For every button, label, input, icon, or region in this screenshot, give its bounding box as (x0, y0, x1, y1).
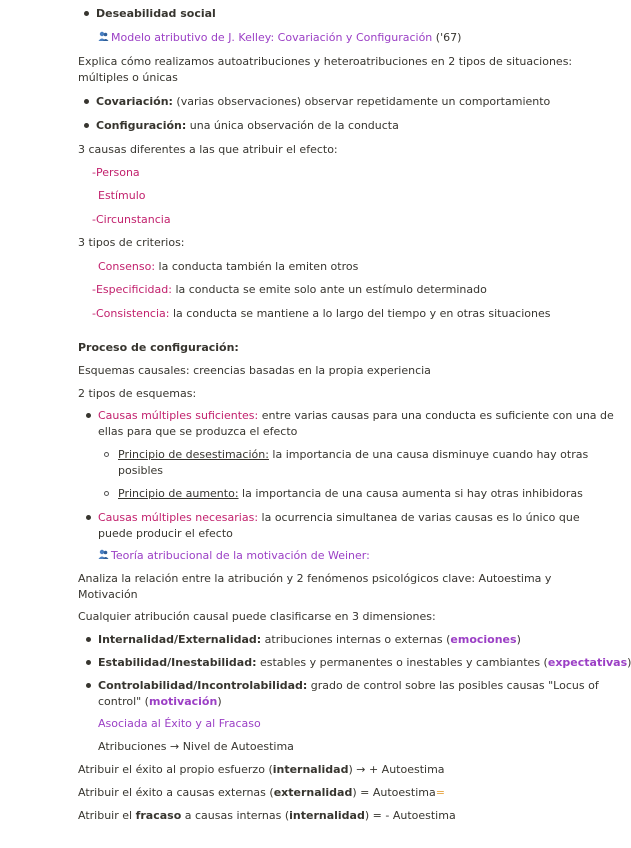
kelley-heading (98, 30, 461, 45)
exito-ext-a: Atribuir el éxito a causas externas ( (78, 786, 274, 799)
control-desc: grado de control sobre las posibles causas "Locus of (307, 679, 599, 692)
exito-propio (78, 762, 445, 777)
bullet-icon (84, 11, 89, 16)
consistencia-term: -Consistencia: (92, 307, 170, 320)
exito-propio-b: internalidad (272, 763, 349, 776)
bullet-icon (84, 99, 89, 104)
exito-ext-c: ) = Autoestima (352, 786, 436, 799)
desestimacion-desc: la importancia de una causa disminuye cuando hay otras (268, 448, 589, 461)
criterio-consistencia (92, 306, 550, 321)
desestimacion-line-2: posibles (118, 464, 164, 477)
bullet-icon (86, 660, 91, 665)
circle-bullet-icon (104, 491, 109, 496)
consenso-desc: la conducta también la emiten otros (155, 260, 359, 273)
desestimacion-line-1 (118, 447, 588, 462)
kelley-link[interactable]: Modelo atributivo de J. Kelley: Covariación y Configuración (111, 31, 433, 44)
dimensiones-intro: Cualquier atribución causal puede clasificarse en 3 dimensiones: (78, 610, 436, 623)
estabilidad-close: ) (627, 656, 631, 669)
fracaso-a: Atribuir el (78, 809, 136, 822)
suficientes-term: Causas múltiples suficientes: (98, 409, 259, 422)
asociada-exito-fracaso: Asociada al Éxito y al Fracaso (98, 717, 261, 730)
suficientes-line-1 (98, 408, 614, 423)
proceso-heading: Proceso de configuración: (78, 341, 239, 354)
control-line-2 (98, 694, 222, 709)
configuracion-desc: una única observación de la conducta (186, 119, 399, 132)
criterios-intro: 3 tipos de criterios: (78, 236, 185, 249)
control-desc-2b: ) (217, 695, 222, 708)
estabilidad-item (98, 655, 631, 670)
estabilidad-desc: estables y permanentes o inestables y cambiantes ( (256, 656, 548, 669)
aumento-desc: la importancia de una causa aumenta si hay otras inhibidoras (238, 487, 583, 500)
exito-propio-c: ) → + Autoestima (348, 763, 445, 776)
control-line-1 (98, 678, 599, 693)
control-term: Controlabilidad/Incontrolabilidad: (98, 679, 308, 692)
fracaso-interno (78, 808, 456, 823)
criterio-consenso (98, 259, 358, 274)
weiner-heading (98, 548, 370, 563)
bullet-icon (86, 413, 91, 418)
consenso-term: Consenso: (98, 260, 156, 273)
analiza-line-2: Motivación (78, 588, 138, 601)
necesarias-line-1 (98, 510, 580, 525)
covariacion-term: Covariación: (96, 95, 173, 108)
atribuciones-nivel: Atribuciones → Nivel de Autoestima (98, 740, 294, 753)
necesarias-line-2: puede producir el efecto (98, 527, 233, 540)
fracaso-d: internalidad (289, 809, 365, 822)
internalidad-term: Internalidad/Externalidad: (98, 633, 262, 646)
exito-ext-b: externalidad (273, 786, 353, 799)
criterio-especificidad (92, 282, 487, 297)
causa-persona: -Persona (92, 166, 140, 179)
consistencia-desc: la conducta se mantiene a lo largo del tiempo y en otras situaciones (169, 307, 551, 320)
tipos-esquemas: 2 tipos de esquemas: (78, 387, 197, 400)
weiner-link[interactable]: Teoría atribucional de la motivación de Weiner: (111, 549, 370, 562)
deseabilidad-social: Deseabilidad social (96, 7, 216, 20)
especificidad-desc: la conducta se emite solo ante un estímulo determinado (171, 283, 487, 296)
control-desc-2a: control" ( (98, 695, 149, 708)
bullet-icon (86, 683, 91, 688)
necesarias-desc: la ocurrencia simultanea de varias causas es lo único que (258, 511, 580, 524)
bullet-icon (86, 637, 91, 642)
desestimacion-term: Principio de desestimación: (118, 448, 269, 461)
esquemas-causales: Esquemas causales: creencias basadas en la propia experiencia (78, 364, 431, 377)
fracaso-c: a causas internas ( (181, 809, 290, 822)
estabilidad-term: Estabilidad/Inestabilidad: (98, 656, 257, 669)
exito-ext-eq: = (435, 786, 445, 799)
bottom-fade (0, 830, 600, 848)
configuracion-term: Configuración: (96, 119, 187, 132)
explica-line-1: Explica cómo realizamos autoatribuciones y heteroatribuciones en 2 tipos de situaciones: (78, 55, 573, 68)
people-icon (98, 31, 109, 42)
configuracion-item (96, 118, 399, 133)
causa-circunstancia: -Circunstancia (92, 213, 171, 226)
emociones-tag: emociones (450, 633, 517, 646)
covariacion-item (96, 94, 550, 109)
fracaso-b: fracaso (135, 809, 182, 822)
exito-externo (78, 785, 445, 800)
analiza-line-1: Analiza la relación entre la atribución y 2 fenómenos psicológicos clave: Autoestima y (78, 572, 552, 585)
motivacion-tag: motivación (148, 695, 218, 708)
explica-line-2: múltiples o únicas (78, 71, 178, 84)
suficientes-desc: entre varias causas para una conducta es suficiente con una de (258, 409, 614, 422)
covariacion-desc: (varias observaciones) observar repetidamente un comportamiento (172, 95, 551, 108)
especificidad-term: -Especificidad: (92, 283, 172, 296)
necesarias-term: Causas múltiples necesarias: (98, 511, 259, 524)
aumento-line (118, 486, 583, 501)
internalidad-close: ) (516, 633, 521, 646)
fracaso-e: ) = - Autoestima (364, 809, 456, 822)
internalidad-item (98, 632, 521, 647)
causas-intro: 3 causas diferentes a las que atribuir el efecto: (78, 143, 338, 156)
people-icon (98, 549, 109, 560)
exito-propio-a: Atribuir el éxito al propio esfuerzo ( (78, 763, 273, 776)
expectativas-tag: expectativas (547, 656, 628, 669)
aumento-term: Principio de aumento: (118, 487, 239, 500)
kelley-year: ('67) (435, 31, 462, 44)
bullet-icon (84, 123, 89, 128)
internalidad-desc: atribuciones internas o externas ( (261, 633, 451, 646)
circle-bullet-icon (104, 452, 109, 457)
bullet-icon (86, 515, 91, 520)
causa-estimulo: Estímulo (98, 189, 146, 202)
suficientes-line-2: ellas para que se produzca el efecto (98, 425, 298, 438)
